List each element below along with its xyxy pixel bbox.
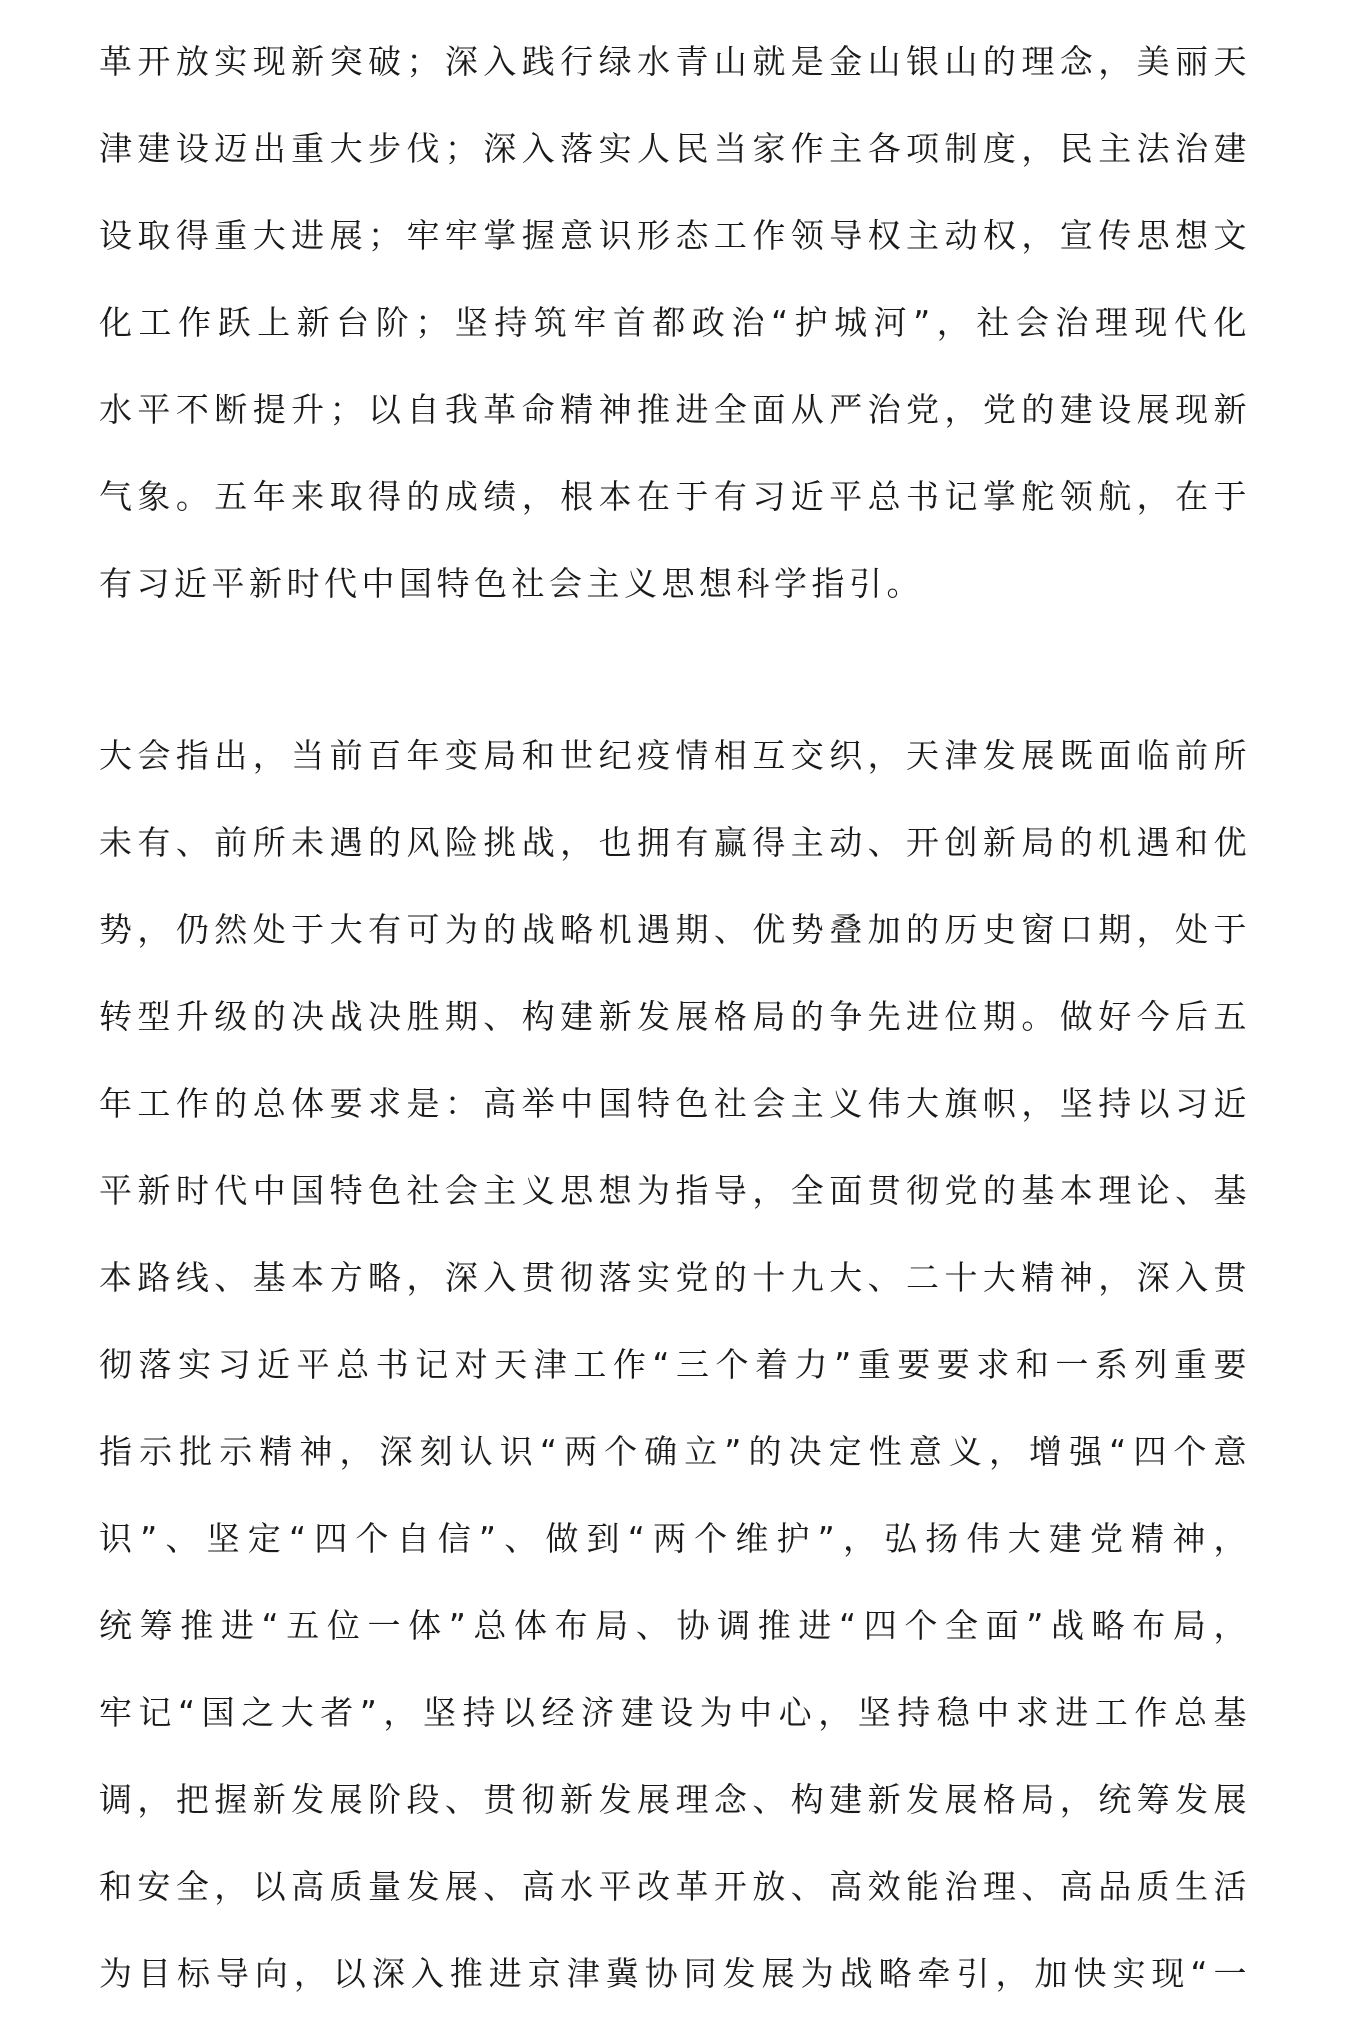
text-line: 平新时代中国特色社会主义思想为指导，全面贯彻党的基本理论、基 (99, 1171, 1251, 1210)
text-line: 统筹推进“五位一体”总体布局、协调推进“四个全面”战略布局， (99, 1606, 1251, 1645)
text-line: 年工作的总体要求是：高举中国特色社会主义伟大旗帜，坚持以习近 (99, 1084, 1251, 1123)
text-line: 识”、坚定“四个自信”、做到“两个维护”，弘扬伟大建党精神， (99, 1519, 1251, 1558)
text-line: 势，仍然处于大有可为的战略机遇期、优势叠加的历史窗口期，处于 (99, 910, 1251, 949)
text-line: 大会指出，当前百年变局和世纪疫情相互交织，天津发展既面临前所 (99, 736, 1251, 775)
text-line: 和安全，以高质量发展、高水平改革开放、高效能治理、高品质生活 (99, 1867, 1251, 1906)
text-line: 津建设迈出重大步伐；深入落实人民当家作主各项制度，民主法治建 (99, 129, 1251, 168)
text-line: 化工作跃上新台阶；坚持筑牢首都政治“护城河”，社会治理现代化 (99, 303, 1251, 342)
text-line: 革开放实现新突破；深入践行绿水青山就是金山银山的理念，美丽天 (99, 42, 1251, 81)
text-line: 调，把握新发展阶段、贯彻新发展理念、构建新发展格局，统筹发展 (99, 1780, 1251, 1819)
text-line: 气象。五年来取得的成绩，根本在于有习近平总书记掌舵领航，在于 (99, 477, 1251, 516)
text-line: 有习近平新时代中国特色社会主义思想科学指引。 (99, 564, 924, 603)
text-line: 彻落实习近平总书记对天津工作“三个着力”重要要求和一系列重要 (99, 1345, 1251, 1384)
text-line: 转型升级的决战决胜期、构建新发展格局的争先进位期。做好今后五 (99, 997, 1251, 1036)
text-line: 本路线、基本方略，深入贯彻落实党的十九大、二十大精神，深入贯 (99, 1258, 1251, 1297)
text-line: 牢记“国之大者”，坚持以经济建设为中心，坚持稳中求进工作总基 (99, 1693, 1251, 1732)
text-line: 指示批示精神，深刻认识“两个确立”的决定性意义，增强“四个意 (99, 1432, 1251, 1471)
text-line: 设取得重大进展；牢牢掌握意识形态工作领导权主动权，宣传思想文 (99, 216, 1251, 255)
text-line: 为目标导向，以深入推进京津冀协同发展为战略牵引，加快实现“一 (99, 1954, 1251, 1993)
text-line: 水平不断提升；以自我革命精神推进全面从严治党，党的建设展现新 (99, 390, 1251, 429)
text-line: 未有、前所未遇的风险挑战，也拥有赢得主动、开创新局的机遇和优 (99, 823, 1251, 862)
